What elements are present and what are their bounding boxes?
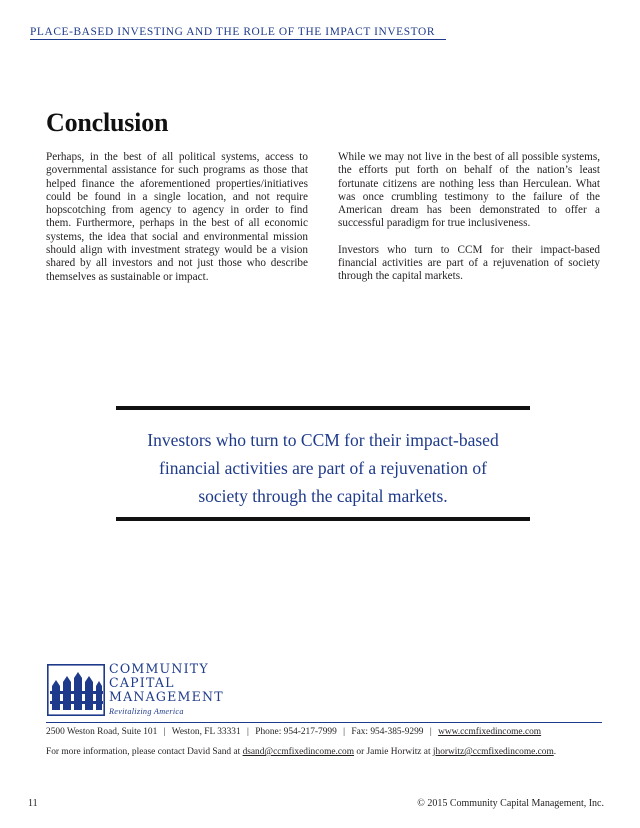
footer-divider	[46, 722, 602, 723]
page-number: 11	[28, 798, 38, 809]
separator: |	[343, 727, 346, 737]
contact-text: For more information, please contact David Sand at	[46, 747, 243, 757]
pull-quote-bottom-rule	[116, 517, 530, 521]
right-paragraph: Investors who turn to CCM for their impact-based financial activities are part of a rejuvenation of society through the capital markets.	[338, 243, 600, 283]
logo-line: MANAGEMENT	[109, 689, 224, 704]
fax-number: Fax: 954-385-9299	[351, 727, 424, 737]
running-head: PLACE-BASED INVESTING AND THE ROLE OF THE IMPACT INVESTOR	[30, 26, 446, 40]
section-title: Conclusion	[46, 108, 169, 137]
email-link-david-sand[interactable]: dsand@ccmfixedincome.com	[242, 747, 355, 757]
left-column	[46, 151, 308, 297]
website-link[interactable]: www.ccmfixedincome.com	[438, 727, 542, 737]
left-paragraph: Perhaps, in the best of all political systems, access to governmental assistance for such programs as those that helped finance the aforementioned properties/initiatives could be found in a single location, and not require hopscotching from agency to agency in order to find them. Furthermore, perhaps in the best of all economic systems, the idea that social and environmental mission should align with investment strategy would be a vision shared by all investors and not just those who describe themselves as sustainable or impact.	[46, 151, 308, 283]
logo-tagline: Revitalizing America	[109, 707, 184, 716]
house-fence-icon	[47, 664, 105, 716]
logo-line: COMMUNITY	[109, 661, 209, 676]
footer-address-line	[46, 727, 606, 737]
separator: |	[163, 727, 166, 737]
street-address: 2500 Weston Road, Suite 101	[46, 727, 158, 737]
company-logo	[47, 661, 267, 722]
pull-quote	[116, 426, 530, 510]
copyright-notice: © 2015 Community Capital Management, Inc.	[417, 798, 604, 809]
separator: |	[429, 727, 432, 737]
phone-number: Phone: 954-217-7999	[255, 727, 337, 737]
pull-quote-top-rule	[116, 406, 530, 410]
right-column	[338, 151, 600, 297]
separator: |	[247, 727, 249, 737]
logo-line: CAPITAL	[109, 675, 175, 690]
footer-contact-line	[46, 747, 606, 757]
pull-quote-line: society through the capital markets.	[198, 486, 448, 506]
city-address: Weston, FL 33331	[171, 727, 241, 737]
email-link-jamie-horwitz[interactable]: jhorwitz@ccmfixedincome.com	[432, 747, 554, 757]
pull-quote-line: financial activities are part of a rejuvenation of	[159, 458, 487, 478]
contact-text: .	[553, 747, 557, 757]
contact-text: or Jamie Horwitz at	[354, 747, 433, 757]
logo-wordmark	[109, 662, 224, 719]
pull-quote-line: Investors who turn to CCM for their impact-based	[147, 430, 499, 450]
right-paragraph: While we may not live in the best of all possible systems, the efforts put forth on behalf of the nation’s least fortunate citizens are nothing less than Herculean. What was once crumbling testimony to the failure of the American dream has been demonstrated to offer a successful paradigm for true inclusiveness.	[338, 151, 600, 230]
